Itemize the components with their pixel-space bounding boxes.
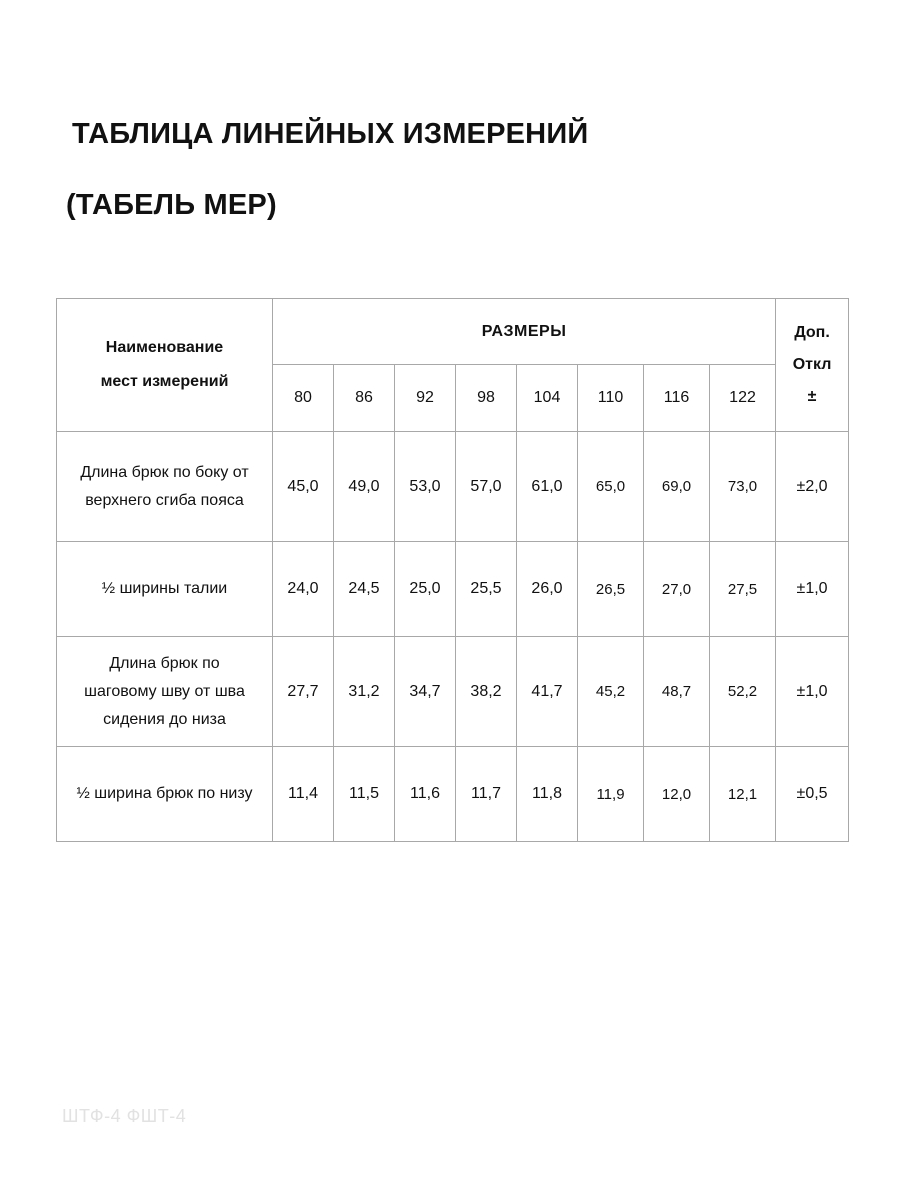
table-row <box>57 747 849 842</box>
size-header: 116 <box>644 365 710 432</box>
measurement-name <box>57 432 273 542</box>
table-row <box>57 637 849 747</box>
measurement-value: 69,0 <box>644 432 710 542</box>
measurement-value: 12,0 <box>644 747 710 842</box>
size-header: 98 <box>456 365 517 432</box>
measurement-name-line: верхнего сгиба пояса <box>85 491 244 509</box>
measurement-value: 73,0 <box>710 432 776 542</box>
table-row <box>57 542 849 637</box>
name-column-header <box>57 299 273 432</box>
measurement-value: 27,7 <box>273 637 334 747</box>
measurement-value: 25,5 <box>456 542 517 637</box>
page-title: ТАБЛИЦА ЛИНЕЙНЫХ ИЗМЕРЕНИЙ <box>72 118 589 150</box>
measurement-value: 49,0 <box>334 432 395 542</box>
measurement-value: 27,5 <box>710 542 776 637</box>
tolerance-value: ±1,0 <box>776 637 849 747</box>
measurement-value: 57,0 <box>456 432 517 542</box>
measurement-value: 45,2 <box>578 637 644 747</box>
measurement-value: 11,6 <box>395 747 456 842</box>
tolerance-header-line: ± <box>807 388 817 405</box>
measurement-value: 24,0 <box>273 542 334 637</box>
measurement-value: 11,8 <box>517 747 578 842</box>
measurement-value: 53,0 <box>395 432 456 542</box>
measurement-name-line: Длина брюк по боку от <box>80 463 249 481</box>
size-header: 104 <box>517 365 578 432</box>
size-header: 110 <box>578 365 644 432</box>
size-header: 122 <box>710 365 776 432</box>
measurement-name <box>57 747 273 842</box>
measurement-value: 34,7 <box>395 637 456 747</box>
measurement-name-line: ½ ширина брюк по низу <box>76 785 253 802</box>
document-code: ШТФ-4 ФШТ-4 <box>62 1106 187 1126</box>
size-header: 92 <box>395 365 456 432</box>
size-header: 86 <box>334 365 395 432</box>
measurement-name-line: шаговому шву от шва <box>84 682 245 700</box>
measurements-table <box>56 298 849 842</box>
measurement-value: 26,5 <box>578 542 644 637</box>
measurement-value: 48,7 <box>644 637 710 747</box>
tolerance-value: ±2,0 <box>776 432 849 542</box>
measurement-name <box>57 542 273 637</box>
measurement-name-line: ½ ширины талии <box>101 580 228 597</box>
tolerance-value: ±1,0 <box>776 542 849 637</box>
tolerance-column-header <box>776 299 849 432</box>
measurement-value: 26,0 <box>517 542 578 637</box>
measurement-value: 11,9 <box>578 747 644 842</box>
measurement-value: 11,7 <box>456 747 517 842</box>
measurement-value: 61,0 <box>517 432 578 542</box>
measurement-value: 12,1 <box>710 747 776 842</box>
measurement-name-line: Длина брюк по <box>109 654 220 672</box>
table-row <box>57 432 849 542</box>
measurement-value: 24,5 <box>334 542 395 637</box>
tolerance-header-line: Доп. <box>794 324 830 341</box>
name-header-line: Наименование <box>105 339 224 356</box>
size-header: 80 <box>273 365 334 432</box>
measurement-value: 45,0 <box>273 432 334 542</box>
measurement-value: 31,2 <box>334 637 395 747</box>
measurement-value: 27,0 <box>644 542 710 637</box>
name-header-line: мест измерений <box>100 373 229 390</box>
measurement-value: 11,5 <box>334 747 395 842</box>
measurement-value: 52,2 <box>710 637 776 747</box>
measurement-name <box>57 637 273 747</box>
measurement-value: 65,0 <box>578 432 644 542</box>
sizes-header: РАЗМЕРЫ <box>273 299 776 365</box>
page-subtitle: (ТАБЕЛЬ МЕР) <box>66 189 277 221</box>
measurement-value: 25,0 <box>395 542 456 637</box>
measurement-value: 41,7 <box>517 637 578 747</box>
table-header-row <box>57 299 849 365</box>
tolerance-header-line: Откл <box>792 356 832 373</box>
tolerance-value: ±0,5 <box>776 747 849 842</box>
measurement-value: 11,4 <box>273 747 334 842</box>
measurement-value: 38,2 <box>456 637 517 747</box>
measurement-name-line: сидения до низа <box>103 710 226 728</box>
